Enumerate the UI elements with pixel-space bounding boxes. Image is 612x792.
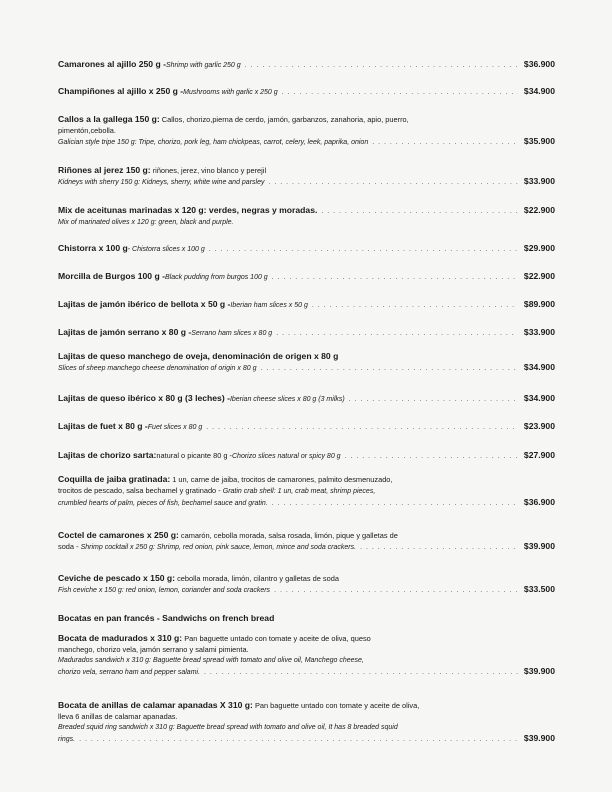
item-name: Ceviche de pescado x 150 g: (58, 573, 176, 583)
item-price: $39.900 (523, 541, 555, 551)
section-title: Bocatas en pan francés - Sandwichs on french bread (58, 613, 275, 623)
item-price: $23.900 (523, 421, 555, 431)
menu-item-ceviche (58, 573, 555, 596)
item-name: Lajitas de fuet x 80 g - (58, 421, 148, 431)
dot-leader (312, 300, 518, 311)
dot-leader (209, 244, 518, 255)
item-ingredients-cont: manchego, chorizo vela, jamón serrano y salami pimienta. (58, 645, 249, 654)
item-ingredients: Callos, chorizo,pierna de cerdo, jamón, garbanzos, zanahoria, apio, puerro, (159, 115, 409, 124)
item-name: Chistorra x 100 g (58, 243, 128, 253)
dot-leader (272, 498, 518, 509)
menu-item-camarones (58, 59, 555, 71)
item-description: Madurados sandwich x 310 g: Baguette bread spread with tomato and olive oil, Manchego cheese, (58, 657, 364, 664)
dot-leader (245, 60, 518, 71)
item-description: Iberian ham slices x 50 g (230, 302, 308, 309)
dot-leader (206, 422, 518, 433)
item-ingredients: natural o picante 80 g - (156, 451, 232, 460)
item-ingredients: riñones, jerez, vino blanco y perejil (150, 166, 267, 175)
dot-leader (349, 394, 518, 405)
dot-leader (79, 734, 518, 745)
item-description-cont: chorizo vela, serrano ham and pepper salami. (58, 669, 201, 676)
item-description: Black pudding from burgos 100 g (164, 274, 268, 281)
item-name: Champiñones al ajillo x 250 g - (58, 86, 184, 96)
item-description-cont: crumbled hearts of palm, pieces of fish, bechamel sauce and gratin. (58, 500, 268, 507)
item-description: Breaded squid ring sandwich x 310 g: Baguette bread spread with tomato and olive oil, It has 8 breaded squid (58, 724, 398, 731)
item-price: $36.900 (523, 59, 555, 69)
menu-item-chorizo-sarta (58, 450, 555, 462)
item-price: $39.900 (523, 733, 555, 743)
item-description-cont: rings. (58, 736, 76, 743)
menu-item-fuet (58, 421, 555, 433)
dot-leader (345, 451, 518, 462)
dot-leader (274, 585, 518, 596)
item-price: $29.900 (523, 243, 555, 253)
item-price: $34.900 (523, 86, 555, 96)
menu-item-chistorra (58, 243, 555, 255)
menu-item-callos (58, 114, 555, 148)
item-ingredients: 1 un, carne de jaiba, trocitos de camarones, palmito desmenuzado, (170, 475, 393, 484)
item-name: Camarones al ajillo 250 g - (58, 59, 166, 69)
item-price: $22.900 (523, 271, 555, 281)
item-name: Riñones al jerez 150 g: (58, 165, 151, 175)
item-price: $22.900 (523, 205, 555, 215)
item-price: $34.900 (523, 393, 555, 403)
item-description: Galician style tripe 150 g: Tripe, chorizo, pork leg, ham chickpeas, carrot, celery, leek, paprika, onion (58, 139, 369, 146)
item-price: $34.900 (523, 362, 555, 372)
item-price: $36.900 (523, 497, 555, 507)
item-description: - Chistorra slices x 100 g (127, 246, 205, 253)
dot-leader (372, 137, 518, 148)
menu-item-morcilla (58, 271, 555, 283)
dot-leader (268, 177, 517, 188)
item-ingredients-cont: lleva 6 anillas de calamar apanadas. (58, 712, 178, 721)
menu-item-coctel-camarones (58, 530, 555, 553)
item-ingredients: Pan baguette untado con tomate y aceite de oliva, (252, 701, 420, 710)
menu-item-bocata-madurados (58, 633, 555, 678)
dot-leader (276, 328, 518, 339)
item-name: Lajitas de queso ibérico x 80 g (3 leches) - (58, 393, 230, 403)
item-description: Mix of marinated olives x 120 g: green, black and purple. (58, 219, 234, 226)
item-ingredients-cont: trocitos de pescado, salsa bechamel y gratinado - (58, 486, 223, 495)
menu-item-rinones (58, 165, 555, 188)
item-description: Serrano ham slices x 80 g (191, 330, 273, 337)
dot-leader (272, 272, 518, 283)
menu-item-champinones (58, 86, 555, 98)
menu-item-jamon-iberico (58, 299, 555, 311)
item-price: $33.900 (523, 327, 555, 337)
menu-item-queso-iberico (58, 393, 555, 405)
menu-item-jamon-serrano (58, 327, 555, 339)
dot-leader (360, 542, 518, 553)
item-price: $89.900 (523, 299, 555, 309)
item-price: $39.900 (523, 666, 555, 676)
menu-item-bocata-calamar (58, 700, 555, 745)
menu-item-coquilla (58, 474, 555, 509)
item-price: $27.900 (523, 450, 555, 460)
item-name: Bocata de anillas de calamar apanadas X 310 g: (58, 700, 253, 710)
item-name: Callos a la gallega 150 g: (58, 114, 160, 124)
item-description: Fuet slices x 80 g (147, 424, 203, 431)
dot-leader (321, 206, 518, 217)
item-description: Shrimp with garlic 250 g (165, 62, 241, 69)
item-price: $33.900 (523, 176, 555, 186)
dot-leader (282, 87, 518, 98)
dot-leader (204, 667, 518, 678)
menu-item-aceitunas (58, 205, 555, 228)
item-description: Gratin crab shell: 1 un, crab meat, shrimp pieces, (222, 488, 376, 495)
item-price: $35.900 (523, 136, 555, 146)
item-name: Coquilla de jaiba gratinada: (58, 474, 171, 484)
item-description: Kidneys with sherry 150 g: Kidneys, sherry, white wine and parsley (58, 179, 265, 186)
item-name: Morcilla de Burgos 100 g - (58, 271, 165, 281)
item-description: Chorizo slices natural or spicy 80 g (232, 453, 341, 460)
section-heading-bocatas (58, 613, 555, 624)
item-name: Coctel de camarones x 250 g: (58, 530, 179, 540)
item-ingredients-cont: pimentón,cebolla. (58, 126, 116, 135)
item-description: Shrimp cocktail x 250 g: Shrimp, red onion, pink sauce, lemon, mince and soda crackers. (80, 544, 357, 551)
item-description: Fish ceviche x 150 g: red onion, lemon, coriander and soda crackers (58, 587, 271, 594)
item-ingredients: cebolla morada, limón, cilantro y galletas de soda (175, 574, 339, 583)
menu-item-queso-manchego (58, 351, 555, 374)
item-name: Mix de aceitunas marinadas x 120 g: verdes, negras y moradas. (58, 205, 318, 215)
item-price: $33.500 (523, 584, 555, 594)
dot-leader (260, 363, 517, 374)
item-ingredients: Pan baguette untado con tomate y aceite de oliva, queso (182, 634, 371, 643)
item-description: Iberian cheese slices x 80 g (3 milks) (229, 396, 345, 403)
item-name: Lajitas de queso manchego de oveja, denominación de origen x 80 g (58, 351, 339, 361)
item-description: Mushrooms with garlic x 250 g (183, 89, 278, 96)
item-ingredients-cont: soda - (58, 542, 81, 551)
item-ingredients: camarón, cebolla morada, salsa rosada, limón, pique y galletas de (178, 531, 398, 540)
item-name: Lajitas de jamón ibérico de bellota x 50 g - (58, 299, 231, 309)
item-name: Lajitas de jamón serrano x 80 g - (58, 327, 192, 337)
item-description: Slices of sheep manchego cheese denomination of origin x 80 g (58, 365, 257, 372)
item-name: Lajitas de chorizo sarta: (58, 450, 157, 460)
item-name: Bocata de madurados x 310 g: (58, 633, 183, 643)
